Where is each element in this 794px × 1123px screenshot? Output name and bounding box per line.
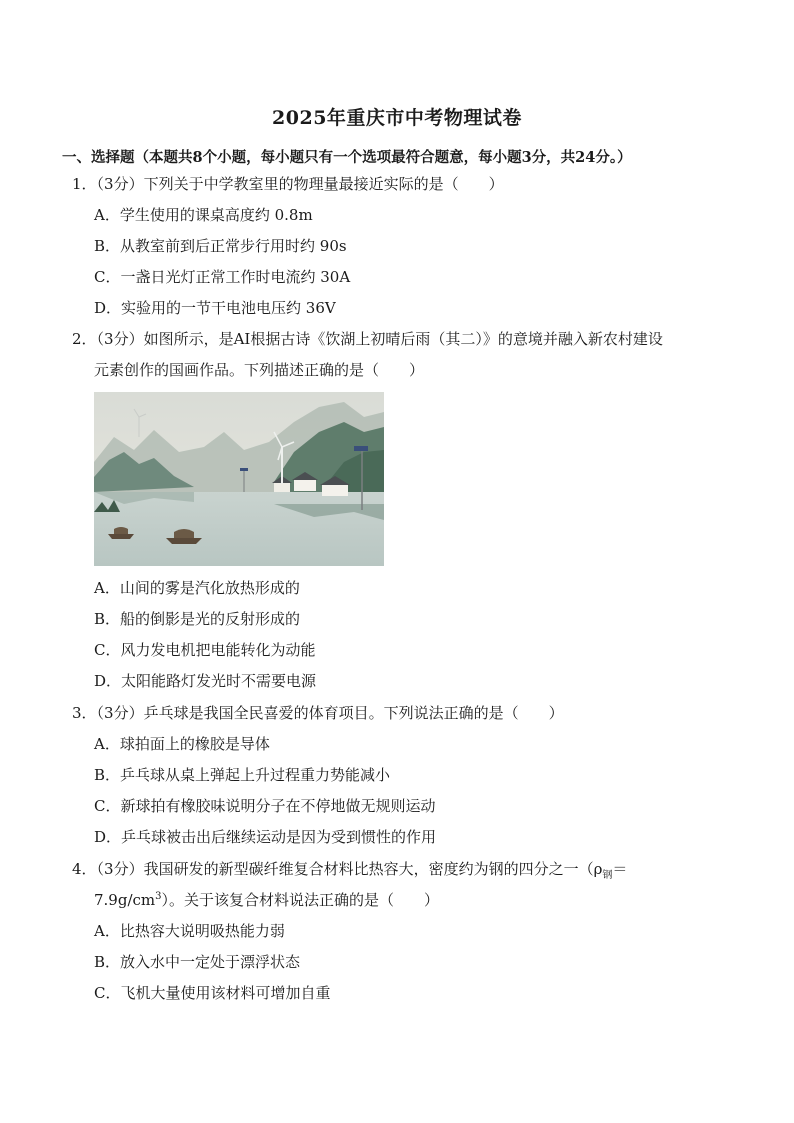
question-1-option-a: A．学生使用的课桌高度约 0.8m <box>94 206 313 224</box>
question-3-option-d: D．乒乓球被击出后继续运动是因为受到惯性的作用 <box>94 828 437 846</box>
question-3-option-a: A．球拍面上的橡胶是导体 <box>94 735 270 753</box>
landscape-painting-figure <box>94 392 384 566</box>
question-2-option-d: D．太阳能路灯发光时不需要电源 <box>94 672 317 690</box>
question-3-option-b: B．乒乓球从桌上弹起上升过程重力势能减小 <box>94 766 391 784</box>
question-1-option-b: B．从教室前到后正常步行用时约 90s <box>94 237 347 255</box>
question-4-stem <box>72 859 627 882</box>
question-4-stem-equals: ＝ <box>612 860 628 878</box>
question-2-option-c: C．风力发电机把电能转化为动能 <box>94 641 316 659</box>
density-subscript: 钢 <box>602 870 613 881</box>
question-2-stem-continued: 元素创作的国画作品。下列描述正确的是（ ） <box>94 361 425 379</box>
question-4-stem-continued-text: ）。关于该复合材料说法正确的是（ ） <box>161 891 440 909</box>
density-unit-superscript: 3 <box>155 891 162 902</box>
question-1-stem: 1．（3分）下列关于中学教室里的物理量最接近实际的是（ ） <box>72 175 504 193</box>
question-4-option-a: A．比热容大说明吸热能力弱 <box>94 922 285 940</box>
question-3-option-c: C．新球拍有橡胶味说明分子在不停地做无规则运动 <box>94 797 436 815</box>
question-1-option-d: D．实验用的一节干电池电压约 36V <box>94 299 336 317</box>
question-2-stem: 2．（3分）如图所示，是AI根据古诗《饮湖上初晴后雨（其二）》的意境并融入新农村建设 <box>72 330 663 348</box>
section-heading: 一、选择题（本题共8个小题，每小题只有一个选项最符合题意，每小题3分，共24分。） <box>62 149 632 166</box>
question-4-stem-text: 4．（3分）我国研发的新型碳纤维复合材料比热容大，密度约为钢的四分之一（ρ <box>72 860 603 878</box>
question-2-option-a: A．山间的雾是汽化放热形成的 <box>94 579 300 597</box>
question-4-stem-continued <box>94 890 439 913</box>
question-2-option-b: B．船的倒影是光的反射形成的 <box>94 610 301 628</box>
question-3-stem: 3．（3分）乒乓球是我国全民喜爱的体育项目。下列说法正确的是（ ） <box>72 704 564 722</box>
question-4-option-c: C．飞机大量使用该材料可增加自重 <box>94 984 331 1002</box>
question-4-option-b: B．放入水中一定处于漂浮状态 <box>94 953 301 971</box>
page-title: 2025年重庆市中考物理试卷 <box>272 107 522 129</box>
question-1-option-c: C．一盏日光灯正常工作时电流约 30A <box>94 268 351 286</box>
question-4-density-value: 7.9g/cm <box>94 891 156 909</box>
